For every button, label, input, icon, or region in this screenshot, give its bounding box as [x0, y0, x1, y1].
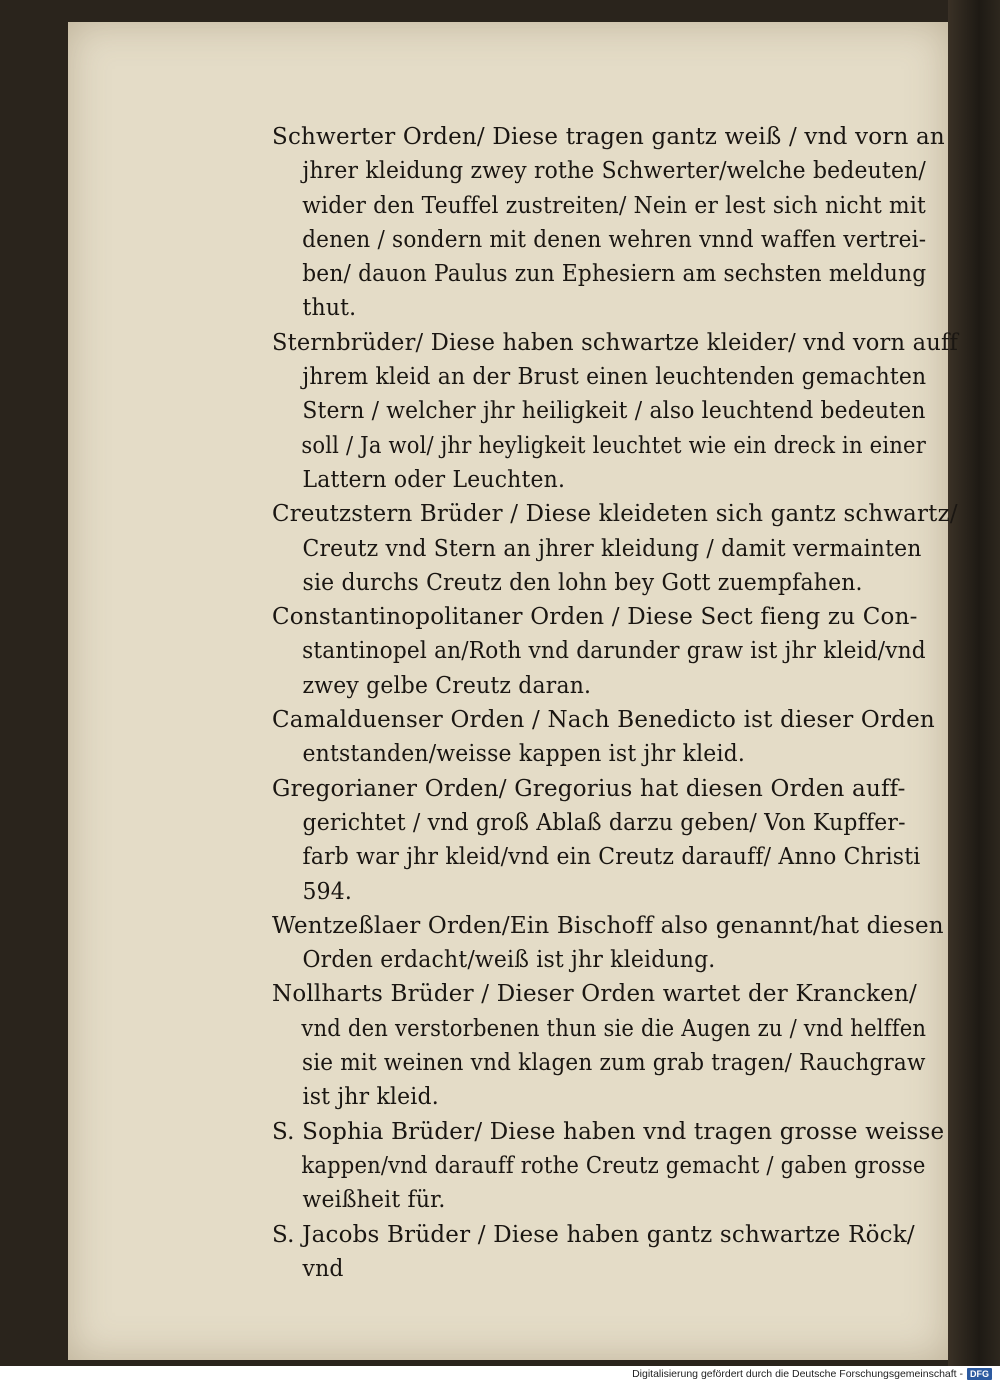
text-line: kappen/vnd darauff rothe Creutz gemacht / gaben grosse: [301, 1152, 926, 1179]
text-line: Sternbrüder/ Diese haben schwartze kleider/ vnd vorn auff: [272, 329, 959, 356]
text-line: thut.: [302, 295, 357, 322]
text-line: stantinopel an/Roth vnd darunder graw ist jhr kleid/vnd: [302, 638, 926, 665]
text-line: Schwerter Orden/ Diese tragen gantz weiß / vnd vorn an: [272, 124, 945, 150]
text-line: sie mit weinen vnd klagen zum grab tragen/ Rauchgraw: [301, 1050, 926, 1077]
page-text: [272, 120, 958, 1286]
text-line: denen / sondern mit denen wehren vnnd waffen vertrei-: [302, 226, 927, 253]
text-entry: [272, 120, 958, 326]
text-entry: [272, 497, 958, 600]
text-entry: [272, 326, 958, 497]
text-line: farb war jhr kleid/vnd ein Creutz darauff/ Anno Christi: [302, 844, 921, 871]
text-line: 594.: [302, 878, 353, 905]
text-entry: [272, 977, 958, 1114]
text-line: Constantinopolitaner Orden / Diese Sect fieng zu Con-: [272, 604, 918, 631]
text-line: Creutzstern Brüder / Diese kleideten sich gantz schwartz/: [272, 501, 958, 528]
text-line: jhrer kleidung zwey rothe Schwerter/welche bedeuten/: [302, 158, 926, 185]
footer-credit-text: Digitalisierung gefördert durch die Deutsche Forschungsgemeinschaft -: [632, 1368, 963, 1380]
text-line: Camalduenser Orden / Nach Benedicto ist dieser Orden: [272, 707, 935, 734]
text-line: S. Jacobs Brüder / Diese haben gantz schwartze Röck/: [272, 1221, 915, 1248]
text-line: S. Sophia Brüder/ Diese haben vnd tragen grosse weisse: [272, 1118, 945, 1145]
text-line: ist jhr kleid.: [302, 1084, 439, 1111]
text-line: Orden erdacht/weiß ist jhr kleidung.: [302, 947, 716, 974]
text-line: sie durchs Creutz den lohn bey Gott zuempfahen.: [302, 569, 863, 596]
text-line: Gregorianer Orden/ Gregorius hat diesen Orden auff-: [272, 775, 906, 802]
digitization-footer: [632, 1366, 992, 1382]
text-line: vnd den verstorbenen thun sie die Augen zu / vnd helffen: [301, 1015, 927, 1042]
text-line: zwey gelbe Creutz daran.: [302, 672, 592, 699]
text-line: Stern / welcher jhr heiligkeit / also leuchtend bedeuten: [302, 398, 926, 425]
text-line: soll / Ja wol/ jhr heyligkeit leuchtet wie ein dreck in einer: [301, 432, 926, 459]
text-line: Nollharts Brüder / Dieser Orden wartet der Krancken/: [272, 981, 917, 1008]
text-entry: [272, 909, 958, 978]
text-entry: [272, 1115, 958, 1218]
text-line: ben/ dauon Paulus zun Ephesiern am sechsten meldung: [302, 261, 927, 288]
text-line: gerichtet / vnd groß Ablaß darzu geben/ Von Kupffer-: [302, 809, 906, 836]
text-entry: [272, 703, 958, 772]
text-line: jhrem kleid an der Brust einen leuchtenden gemachten: [302, 364, 927, 391]
text-line: vnd: [302, 1255, 344, 1282]
text-line: Creutz vnd Stern an jhrer kleidung / damit vermainten: [302, 535, 922, 562]
text-line: wider den Teuffel zustreiten/ Nein er lest sich nicht mit: [302, 192, 926, 219]
text-entry: [272, 1218, 958, 1287]
text-entry: [272, 772, 958, 909]
dfg-logo: DFG: [967, 1368, 992, 1380]
text-entry: [272, 600, 958, 703]
text-line: weißheit für.: [302, 1187, 446, 1214]
text-line: Lattern oder Leuchten.: [302, 466, 566, 493]
text-line: Wentzeßlaer Orden/Ein Bischoff also genannt/hat diesen: [272, 912, 944, 939]
text-line: entstanden/weisse kappen ist jhr kleid.: [302, 741, 746, 768]
